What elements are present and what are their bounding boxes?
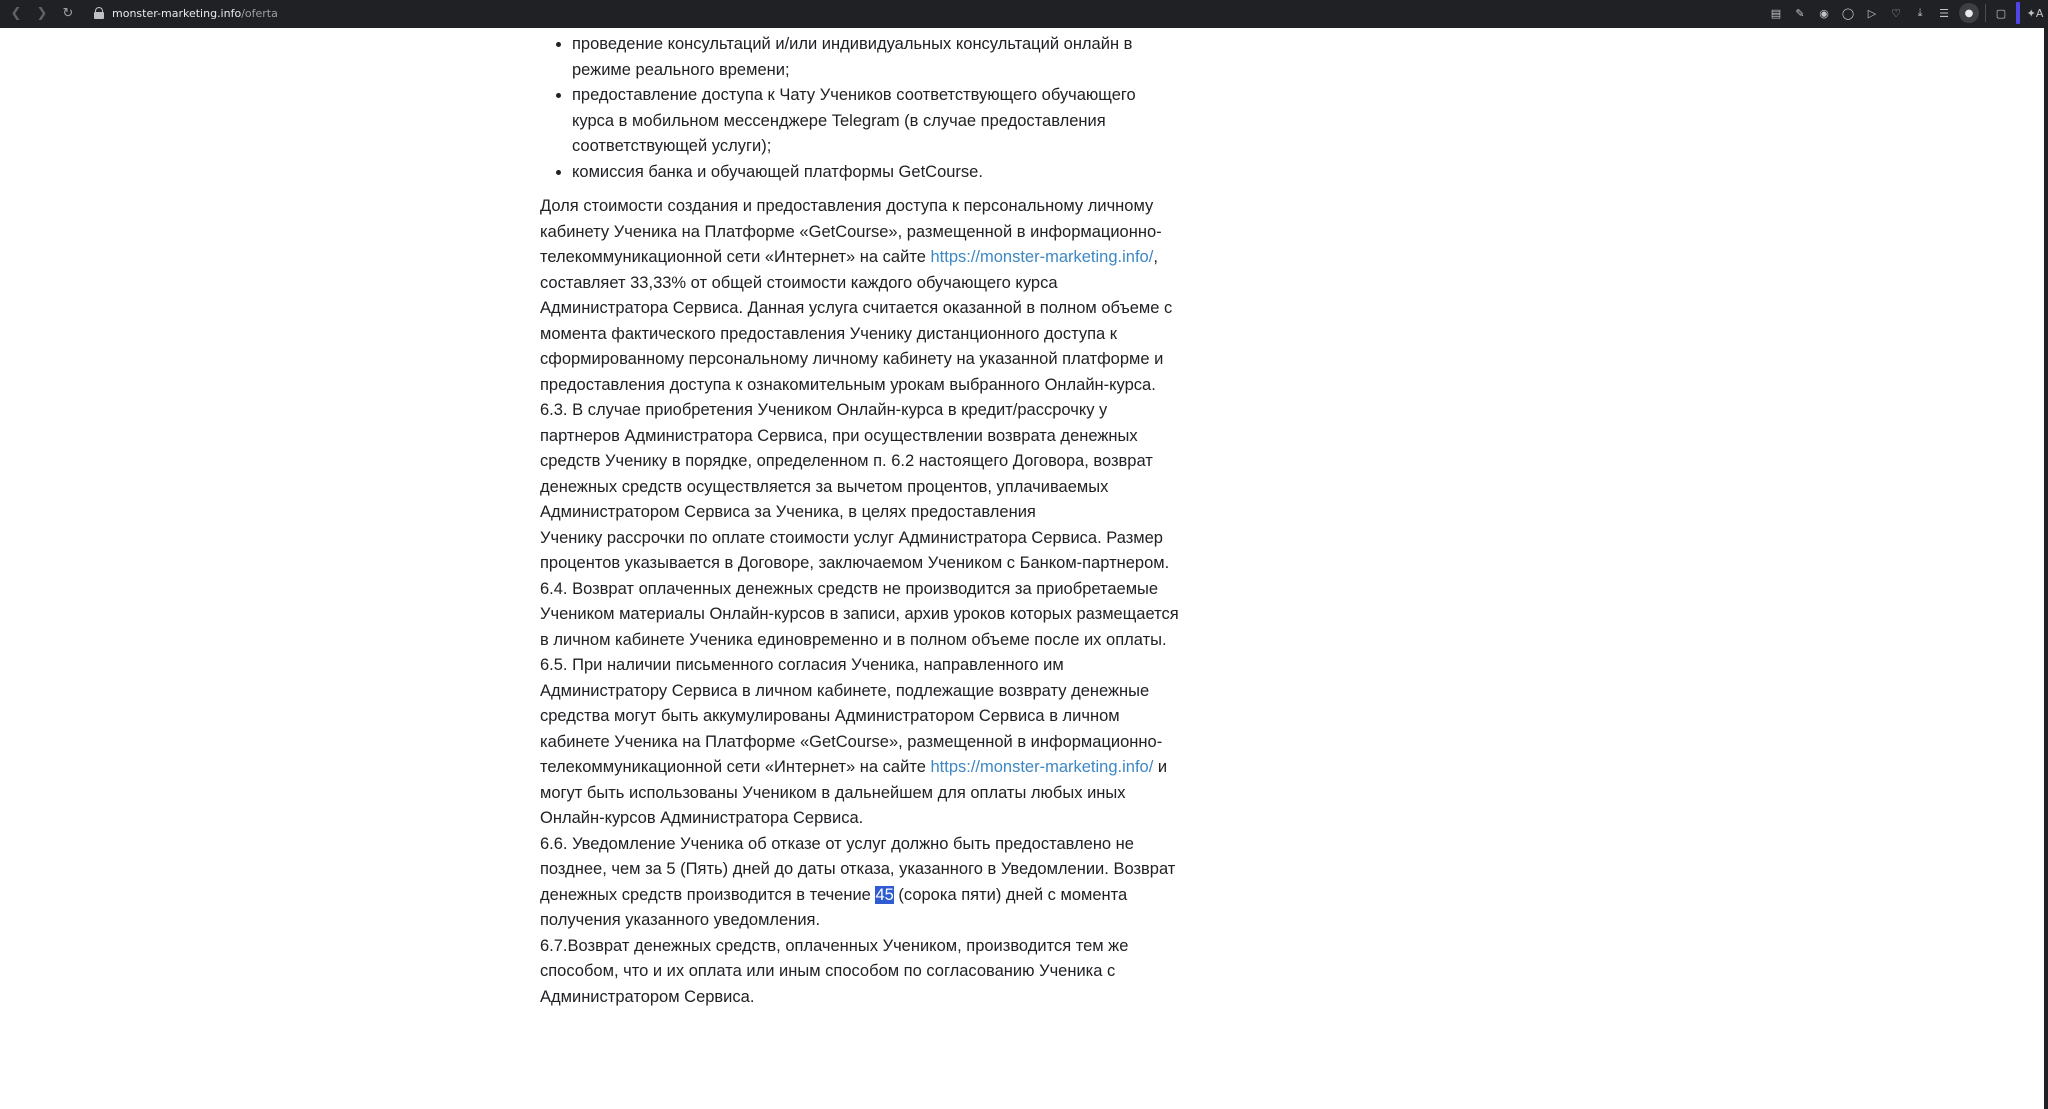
paragraph-text: (сорока пяти) дней с момента получения указанного уведомления. — [540, 885, 1128, 929]
reader-mode-icon[interactable]: ▤ — [1770, 6, 1782, 20]
reload-icon[interactable]: ↻ — [62, 5, 74, 21]
window-edge — [2044, 26, 2048, 1109]
toolbar-separator — [1985, 4, 1986, 22]
list-item: • предоставление доступа к Чату Учеников соответствующего обучающего курса в мобильном мессенджере Telegram (в случае предоставления соответствующей услуги); — [572, 83, 1180, 160]
forward-icon[interactable]: ❯ — [36, 5, 48, 21]
clause-6-5 — [540, 653, 1180, 832]
download-icon[interactable]: ⤓ — [1917, 6, 1923, 19]
list-item: • комиссия банка и обучающей платформы GetCourse. — [572, 160, 1180, 186]
clause-6-4: 6.4. Возврат оплаченных денежных средств не производится за приобретаемые Учеником материалы Онлайн-курсов в записи, архив уроков которых размещается в личном кабинете Ученика единовременно и в полном объеме после их оплаты. — [540, 579, 1179, 649]
address-bar[interactable] — [94, 2, 278, 24]
profile-icon[interactable]: ● — [1959, 3, 1979, 23]
url-host: monster-marketing.info — [112, 6, 242, 20]
services-list — [540, 32, 1180, 185]
navigation-controls — [0, 3, 78, 23]
back-icon[interactable]: ❮ — [10, 5, 22, 21]
site-link[interactable]: https://monster-marketing.info/ — [930, 758, 1154, 776]
browser-toolbar — [0, 0, 2048, 26]
clause-6-3 — [540, 398, 1180, 577]
site-link[interactable]: https://monster-marketing.info/ — [930, 248, 1154, 266]
offer-document — [540, 28, 1180, 1010]
shield-icon[interactable]: ◯ — [1841, 6, 1855, 20]
clause-6-7: 6.7.Возврат денежных средств, оплаченных Учеником, производится тем же способом, что и их оплата или иным способом по согласованию Ученика с Администратором Сервиса. — [540, 936, 1129, 1006]
list-item: • проведение консультаций и/или индивидуальных консультаций онлайн в режиме реального времени; — [572, 32, 1180, 83]
paragraph-text: Доля стоимости создания и предоставления доступа к персональному личному кабинету Ученика на Платформе «GetCourse», размещенной в информационно-телекоммуникационной сети «Интернет» на сайте — [540, 197, 1162, 266]
paragraph-text: и могут быть использованы Учеником в дальнейшем для оплаты любых иных Онлайн-курсов Администратора Сервиса. — [540, 758, 1168, 827]
browser-tools — [1767, 2, 2048, 24]
ai-assistant-label: A — [2035, 6, 2044, 20]
paragraph-text: 6.6. Уведомление Ученика об отказе от услуг должно быть предоставлено не позднее, чем за 5 (Пять) дней до даты отказа, указанного в Уведомлении. Возврат денежных средств производится в течение — [540, 834, 1176, 904]
edit-icon[interactable]: ✎ — [1795, 6, 1805, 20]
paragraph-text: 6.3. В случае приобретения Учеником Онлайн-курса в кредит/рассрочку у партнеров Администратора Сервиса, при осуществлении возврата денежных средств Ученику в порядке, определенном п. 6.2 настоящего Договора, возврат денежных средств осуществляется за вычетом процентов, уплачиваемых Администратором Сервиса за Ученика, в целях предоставления — [540, 401, 1153, 521]
clause-6-6 — [540, 832, 1180, 934]
paragraph-text: Ученику рассрочки по оплате стоимости услуг Администратора Сервиса. Размер процентов указывается в Договоре, заключаемом Учеником с Банком-партнером. — [540, 528, 1170, 572]
paragraph-text: 6.5. При наличии письменного согласия Ученика, направленного им Администратору Сервиса в личном кабинете, подлежащие возврату денежные средства могут быть аккумулированы Администратором Сервиса в личном кабинете Ученика на Платформе «GetCourse», размещенной в информационно-телекоммуникационной сети «Интернет» на сайте — [540, 656, 1163, 776]
cube-icon[interactable]: ▢ — [1995, 6, 2007, 20]
menu-icon[interactable]: ☰ — [1939, 6, 1949, 20]
camera-icon[interactable]: ◉ — [1819, 6, 1829, 20]
heart-icon[interactable]: ♡ — [1891, 6, 1901, 20]
lock-icon[interactable] — [94, 7, 104, 19]
url-path: /oferta — [241, 6, 278, 20]
selected-text[interactable]: 45 — [875, 885, 894, 904]
sidebar-accent — [2016, 2, 2020, 24]
paragraph-cost-share — [540, 194, 1180, 398]
paragraph-text: , составляет 33,33% от общей стоимости каждого обучающего курса Администратора Сервиса. Данная услуга считается оказанной в полном объеме с момента фактического предоставления Ученику дистанционного доступа к сформированному персональному личному кабинету на указанной платформе и предоставления доступа к ознакомительным урокам выбранного Онлайн-курса. — [540, 248, 1173, 394]
play-icon[interactable]: ▷ — [1867, 6, 1877, 20]
ai-assistant-icon[interactable]: ✦ A — [2026, 6, 2044, 20]
